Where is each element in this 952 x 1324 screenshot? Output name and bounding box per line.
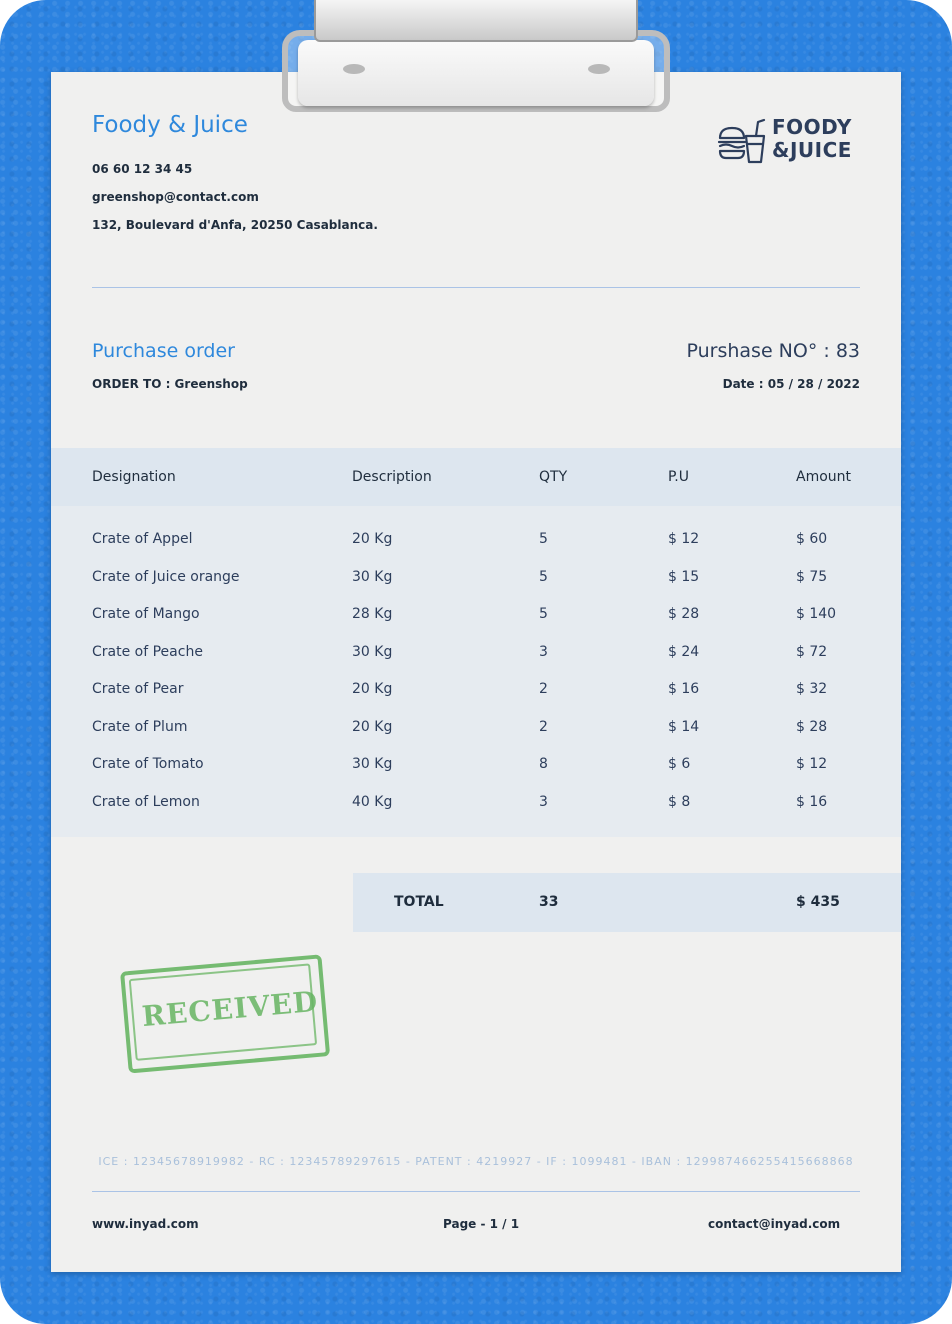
column-header-pu: P.U xyxy=(668,469,689,485)
table-cell-description: 30 Kg xyxy=(352,756,393,772)
table-cell-amount: $ 12 xyxy=(796,756,828,772)
company-email: greenshop@contact.com xyxy=(92,190,259,204)
table-cell-designation: Crate of Peache xyxy=(92,643,203,660)
table-cell-qty: 2 xyxy=(539,681,548,697)
table-cell-pu: $ 16 xyxy=(668,681,700,697)
received-stamp xyxy=(120,954,328,1071)
table-cell-description: 20 Kg xyxy=(352,531,393,547)
header-divider xyxy=(92,287,860,288)
table-cell-pu: $ 24 xyxy=(668,643,700,660)
table-header-row xyxy=(51,448,901,506)
table-cell-qty: 3 xyxy=(539,793,548,810)
table-cell-pu: $ 6 xyxy=(668,756,691,772)
column-header-designation: Designation xyxy=(92,469,176,485)
company-name: Foody & Juice xyxy=(92,112,248,138)
table-cell-description: 40 Kg xyxy=(352,793,393,810)
table-cell-pu: $ 28 xyxy=(668,606,700,622)
table-cell-designation: Crate of Mango xyxy=(92,606,200,622)
table-cell-description: 30 Kg xyxy=(352,568,393,585)
total-label: TOTAL xyxy=(394,894,444,910)
table-cell-designation: Crate of Plum xyxy=(92,718,188,735)
table-cell-qty: 2 xyxy=(539,718,548,735)
logo-line-1: FOODY xyxy=(772,115,852,139)
table-cell-amount: $ 60 xyxy=(796,531,828,547)
table-cell-amount: $ 72 xyxy=(796,643,828,660)
table-cell-pu: $ 15 xyxy=(668,568,700,585)
table-cell-description: 20 Kg xyxy=(352,681,393,697)
company-logo xyxy=(716,116,866,168)
table-cell-designation: Crate of Juice orange xyxy=(92,568,240,585)
table-body xyxy=(51,506,901,837)
table-cell-qty: 5 xyxy=(539,606,548,622)
table-cell-designation: Crate of Appel xyxy=(92,531,193,547)
table-cell-pu: $ 12 xyxy=(668,531,700,547)
total-amount: $ 435 xyxy=(796,894,840,910)
logo-wordmark xyxy=(772,116,852,162)
total-qty: 33 xyxy=(539,894,559,910)
logo-line-2: &JUICE xyxy=(772,138,852,162)
table-cell-qty: 5 xyxy=(539,568,548,585)
table-cell-description: 28 Kg xyxy=(352,606,393,622)
document-title: Purchase order xyxy=(92,340,235,362)
clip-rivet-left xyxy=(343,64,365,74)
company-phone: 06 60 12 34 45 xyxy=(92,162,193,176)
purchase-number: Purshase NO° : 83 xyxy=(686,340,860,362)
stamp-text: RECEIVED xyxy=(140,984,320,1034)
table-cell-amount: $ 75 xyxy=(796,568,828,585)
footer-page-number: Page - 1 / 1 xyxy=(443,1217,520,1231)
table-cell-pu: $ 8 xyxy=(668,793,691,810)
column-header-description: Description xyxy=(352,469,432,485)
column-header-amount: Amount xyxy=(796,469,852,485)
table-cell-qty: 8 xyxy=(539,756,548,772)
table-cell-amount: $ 16 xyxy=(796,793,828,810)
clip-rivet-right xyxy=(588,64,610,74)
footer-divider xyxy=(92,1191,860,1192)
table-cell-description: 20 Kg xyxy=(352,718,393,735)
table-cell-amount: $ 32 xyxy=(796,681,828,697)
footer-email[interactable]: contact@inyad.com xyxy=(708,1217,841,1231)
table-cell-designation: Crate of Lemon xyxy=(92,793,200,810)
order-to: ORDER TO : Greenshop xyxy=(92,377,248,391)
table-cell-qty: 5 xyxy=(539,531,548,547)
table-cell-qty: 3 xyxy=(539,643,548,660)
table-cell-designation: Crate of Pear xyxy=(92,681,184,697)
table-cell-amount: $ 140 xyxy=(796,606,837,622)
table-cell-amount: $ 28 xyxy=(796,718,828,735)
clipboard-clip-top xyxy=(314,0,638,42)
table-cell-designation: Crate of Tomato xyxy=(92,756,204,772)
company-address: 132, Boulevard d'Anfa, 20250 Casablanca. xyxy=(92,218,378,232)
footer-website[interactable]: www.inyad.com xyxy=(92,1217,199,1231)
legal-identifiers: ICE : 12345678919982 - RC : 12345789297615 - PATENT : 4219927 - IF : 1099481 - IBAN : 129987466255415668868 xyxy=(98,1155,854,1168)
column-header-qty: QTY xyxy=(539,469,568,485)
table-cell-pu: $ 14 xyxy=(668,718,700,735)
order-date: Date : 05 / 28 / 2022 xyxy=(722,377,860,391)
burger-drink-icon xyxy=(716,116,768,166)
table-cell-description: 30 Kg xyxy=(352,643,393,660)
